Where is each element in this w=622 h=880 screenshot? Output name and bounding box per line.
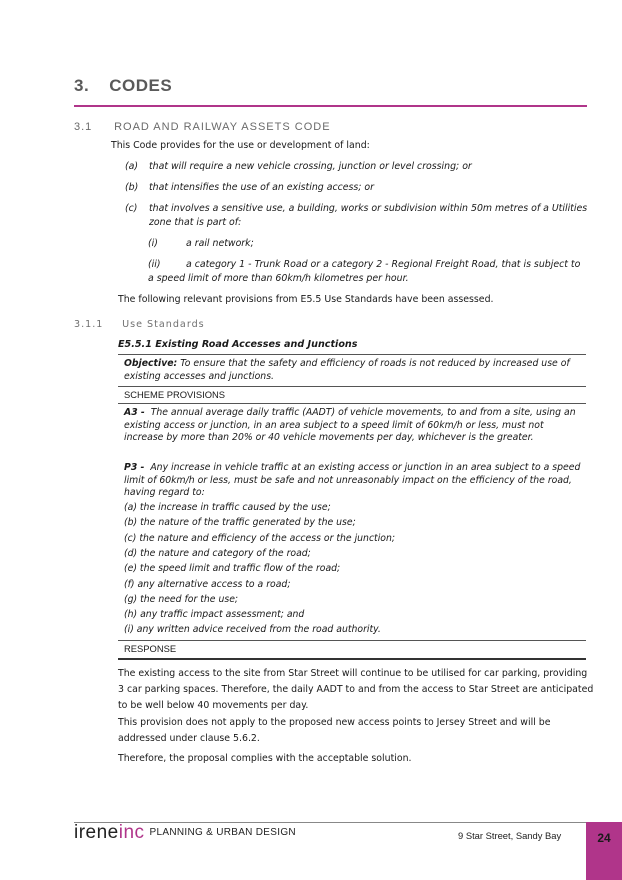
list-label-a: (a) xyxy=(125,161,139,172)
response-para1-line3: to be well below 40 movements per day. xyxy=(118,700,309,711)
objective-text-1: To ensure that the safety and efficiency of roads is not reduced by increased use of xyxy=(180,358,570,369)
sub-item-i: a rail network; xyxy=(186,238,254,249)
response-para3: Therefore, the proposal complies with the acceptable solution. xyxy=(118,753,412,764)
table-rule-scheme xyxy=(118,403,586,404)
company-tagline: PLANNING & URBAN DESIGN xyxy=(149,827,296,838)
response-para2-line1: This provision does not apply to the proposed new access points to Jersey Street and will be xyxy=(118,717,551,728)
logo-main: irene xyxy=(74,822,119,843)
scheme-provisions-label: SCHEME PROVISIONS xyxy=(124,389,226,400)
p3-item: (h) any traffic impact assessment; and xyxy=(124,609,305,621)
objective-label: Objective: xyxy=(124,358,178,369)
intro-text: This Code provides for the use or development of land: xyxy=(111,140,370,151)
a3-label: A3 - xyxy=(124,407,145,418)
sub-label-i: (i) xyxy=(148,238,158,249)
a3-line1 xyxy=(124,407,582,420)
a3-line3: increase by more than 20% or 40 vehicle movements per day, whichever is the greater. xyxy=(124,432,534,444)
sub-item-ii-line1: a category 1 - Trunk Road or a category 2 - Regional Freight Road, that is subject to xyxy=(186,259,581,270)
sub-label-ii: (ii) xyxy=(148,259,161,270)
table-rule-bottom xyxy=(118,658,586,660)
response-label: RESPONSE xyxy=(124,643,177,654)
response-para1-line1: The existing access to the site from Star Street will continue to be utilised for car parking, providing xyxy=(118,668,588,679)
footer-brand xyxy=(74,822,296,844)
section-number: 3. xyxy=(74,76,90,95)
objective-line2: existing accesses and junctions. xyxy=(124,370,275,382)
a3-text-1: The annual average daily traffic (AADT) of vehicle movements, to and from a site, using an xyxy=(150,407,576,418)
subsection-heading xyxy=(74,121,331,133)
page-number: 24 xyxy=(597,831,611,845)
p3-item: (i) any written advice received from the road authority. xyxy=(124,624,381,636)
list-label-c: (c) xyxy=(125,203,138,214)
logo-accent: inc xyxy=(118,822,145,843)
p3-text-1: Any increase in vehicle traffic at an existing access or junction in an area subject to a speed xyxy=(150,462,581,473)
table-rule-response xyxy=(118,640,586,641)
subsection-title: ROAD AND RAILWAY ASSETS CODE xyxy=(114,121,331,133)
list-item-c-line2: zone that is part of: xyxy=(149,217,242,228)
p3-line3: having regard to: xyxy=(124,487,205,499)
p3-item: (c) the nature and efficiency of the access or the junction; xyxy=(124,532,395,544)
a3-line2: existing access or junction, in an area subject to a speed limit of 60km/h or less, must not xyxy=(124,419,544,431)
response-para1-line2: 3 car parking spaces. Therefore, the daily AADT to and from the access to Star Street are anticipated xyxy=(118,684,594,695)
list-label-b: (b) xyxy=(125,182,139,193)
table-rule-objective xyxy=(118,386,586,387)
p3-item: (a) the increase in traffic caused by the use; xyxy=(124,502,331,513)
subsection-number: 3.1 xyxy=(74,121,93,133)
p3-item: (f) any alternative access to a road; xyxy=(124,578,291,590)
response-para2-line2: addressed under clause 5.6.2. xyxy=(118,733,260,744)
section-title: CODES xyxy=(109,76,173,95)
sub-item-ii-line2: a speed limit of more than 60km/h kilometres per hour. xyxy=(148,273,409,284)
list-item-a: that will require a new vehicle crossing, junction or level crossing; or xyxy=(149,161,472,172)
p3-item: (d) the nature and category of the road; xyxy=(124,547,311,559)
relevant-provisions-text: The following relevant provisions from E5.5 Use Standards have been assessed. xyxy=(118,294,494,305)
p3-label: P3 - xyxy=(124,462,145,473)
p3-line1 xyxy=(124,462,582,475)
p3-item: (e) the speed limit and traffic flow of the road; xyxy=(124,563,341,575)
p3-line2: limit of 60km/h or less, must be safe and not unreasonably impact on the efficiency of the road, xyxy=(124,474,572,486)
section-divider xyxy=(74,105,587,107)
list-item-c-line1: that involves a sensitive use, a building, works or subdivision within 50m metres of a Utilities xyxy=(149,203,588,214)
objective-line1 xyxy=(124,358,582,371)
subsubsection-number: 3.1.1 xyxy=(74,319,104,330)
subsubsection-title: Use Standards xyxy=(122,319,205,330)
subsubsection-heading xyxy=(74,319,205,330)
p3-item: (g) the need for the use; xyxy=(124,593,239,605)
section-heading xyxy=(74,76,588,96)
p3-item: (b) the nature of the traffic generated by the use; xyxy=(124,517,356,529)
page-number-box xyxy=(586,822,622,880)
standard-title: E5.5.1 Existing Road Accesses and Junctions xyxy=(118,339,358,350)
table-rule-top xyxy=(118,354,586,355)
footer-address: 9 Star Street, Sandy Bay xyxy=(458,830,562,841)
list-item-b: that intensifies the use of an existing access; or xyxy=(149,182,375,193)
company-logo xyxy=(74,822,145,843)
